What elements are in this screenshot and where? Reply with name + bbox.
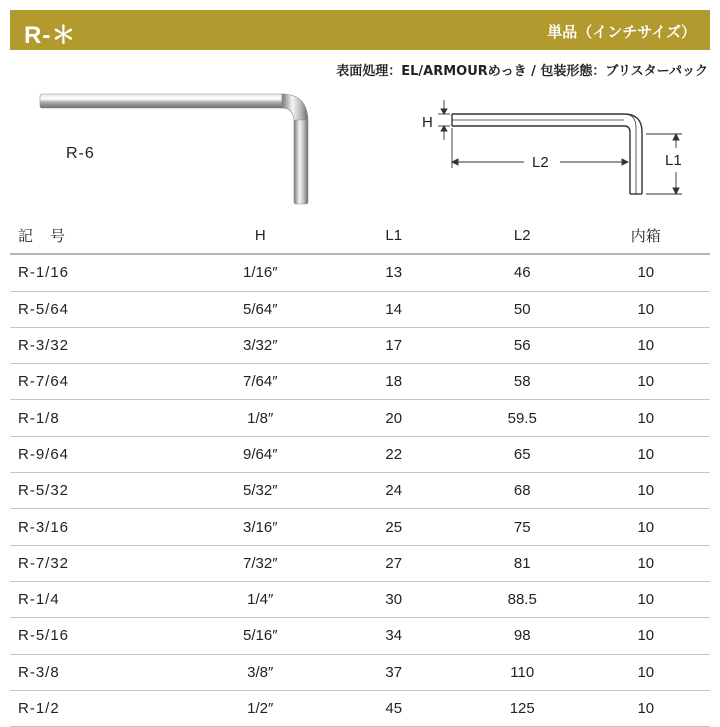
cell-code: R-9/64 xyxy=(10,436,196,472)
cell-inner-box: 10 xyxy=(582,364,710,400)
header-inner-box: 内箱 xyxy=(582,218,710,254)
header-code: 記 号 xyxy=(10,218,196,254)
cell-l2: 56 xyxy=(463,327,582,363)
cell-l1: 22 xyxy=(325,436,463,472)
cell-l2: 59.5 xyxy=(463,400,582,436)
cell-h: 3/32″ xyxy=(196,327,325,363)
cell-l1: 14 xyxy=(325,291,463,327)
cell-code: R-5/16 xyxy=(10,618,196,654)
cell-l1: 37 xyxy=(325,654,463,690)
table-row xyxy=(10,509,710,545)
cell-code: R-7/32 xyxy=(10,545,196,581)
cell-inner-box: 10 xyxy=(582,436,710,472)
cell-l2: 68 xyxy=(463,473,582,509)
cell-l2: 88.5 xyxy=(463,581,582,617)
dimension-l1-label: L1 xyxy=(665,152,682,169)
size-category-label: 単品（インチサイズ） xyxy=(547,24,696,41)
cell-inner-box: 10 xyxy=(582,254,710,291)
cell-inner-box: 10 xyxy=(582,327,710,363)
cell-code: R-5/32 xyxy=(10,473,196,509)
cell-l1: 30 xyxy=(325,581,463,617)
cell-h: 5/16″ xyxy=(196,618,325,654)
photo-model-label: R-6 xyxy=(66,145,95,162)
cell-inner-box: 10 xyxy=(582,473,710,509)
cell-inner-box: 10 xyxy=(582,690,710,726)
dimension-l2-label: L2 xyxy=(532,154,549,171)
cell-l2: 75 xyxy=(463,509,582,545)
hex-key-long-arm xyxy=(40,94,286,108)
cell-l2: 50 xyxy=(463,291,582,327)
table-header-row xyxy=(10,218,710,254)
cell-l2: 81 xyxy=(463,545,582,581)
cell-h: 1/2″ xyxy=(196,690,325,726)
cell-code: R-3/16 xyxy=(10,509,196,545)
header-l2: L2 xyxy=(463,218,582,254)
table-row xyxy=(10,400,710,436)
cell-h: 9/64″ xyxy=(196,436,325,472)
table-row xyxy=(10,364,710,400)
page-title: R-＊ xyxy=(24,22,77,49)
cell-h: 3/16″ xyxy=(196,509,325,545)
cell-l2: 110 xyxy=(463,654,582,690)
cell-inner-box: 10 xyxy=(582,509,710,545)
table-row xyxy=(10,581,710,617)
cell-h: 7/32″ xyxy=(196,545,325,581)
cell-l1: 17 xyxy=(325,327,463,363)
cell-code: R-1/16 xyxy=(10,254,196,291)
header-h: H xyxy=(196,218,325,254)
table-row xyxy=(10,291,710,327)
spec-table xyxy=(10,218,710,727)
cell-l1: 24 xyxy=(325,473,463,509)
cell-l1: 18 xyxy=(325,364,463,400)
cell-l1: 45 xyxy=(325,690,463,726)
table-row xyxy=(10,618,710,654)
cell-l1: 20 xyxy=(325,400,463,436)
cell-inner-box: 10 xyxy=(582,654,710,690)
header-l1: L1 xyxy=(325,218,463,254)
cell-inner-box: 10 xyxy=(582,618,710,654)
cell-h: 5/64″ xyxy=(196,291,325,327)
hex-key-short-arm xyxy=(294,120,308,204)
cell-inner-box: 10 xyxy=(582,400,710,436)
cell-h: 1/8″ xyxy=(196,400,325,436)
cell-h: 1/16″ xyxy=(196,254,325,291)
dimension-diagram xyxy=(410,96,700,206)
cell-l2: 125 xyxy=(463,690,582,726)
cell-code: R-3/32 xyxy=(10,327,196,363)
table-row xyxy=(10,327,710,363)
dimension-h xyxy=(438,100,450,140)
table-row xyxy=(10,254,710,291)
cell-code: R-1/2 xyxy=(10,690,196,726)
dimension-h-label: H xyxy=(422,114,433,131)
cell-h: 5/32″ xyxy=(196,473,325,509)
cell-l2: 58 xyxy=(463,364,582,400)
cell-code: R-7/64 xyxy=(10,364,196,400)
cell-code: R-1/4 xyxy=(10,581,196,617)
table-row xyxy=(10,690,710,726)
cell-inner-box: 10 xyxy=(582,291,710,327)
table-row xyxy=(10,654,710,690)
cell-h: 3/8″ xyxy=(196,654,325,690)
cell-inner-box: 10 xyxy=(582,581,710,617)
cell-l1: 25 xyxy=(325,509,463,545)
cell-l2: 46 xyxy=(463,254,582,291)
hex-key-bend xyxy=(282,94,308,122)
cell-code: R-5/64 xyxy=(10,291,196,327)
cell-l2: 98 xyxy=(463,618,582,654)
cell-code: R-3/8 xyxy=(10,654,196,690)
table-row xyxy=(10,473,710,509)
table-row xyxy=(10,436,710,472)
table-row xyxy=(10,545,710,581)
cell-code: R-1/8 xyxy=(10,400,196,436)
finish-packaging-note: 表面処理：EL/ARMOURめっき / 包装形態：ブリスターパック xyxy=(336,64,708,79)
cell-h: 1/4″ xyxy=(196,581,325,617)
cell-l1: 13 xyxy=(325,254,463,291)
cell-l1: 34 xyxy=(325,618,463,654)
cell-l1: 27 xyxy=(325,545,463,581)
cell-h: 7/64″ xyxy=(196,364,325,400)
cell-l2: 65 xyxy=(463,436,582,472)
cell-inner-box: 10 xyxy=(582,545,710,581)
title-banner xyxy=(10,10,710,50)
